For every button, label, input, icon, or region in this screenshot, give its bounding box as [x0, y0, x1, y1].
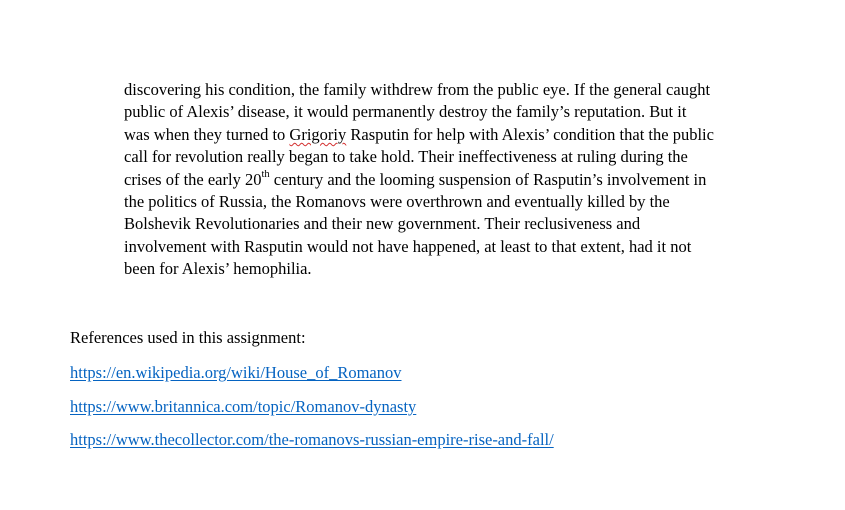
text-run: was when they turned to	[124, 124, 290, 144]
paragraph-line	[124, 169, 784, 191]
paragraph-line: call for revolution really began to take hold. Their ineffectiveness at ruling during the	[124, 147, 688, 167]
paragraph-line: Bolshevik Revolutionaries and their new government. Their reclusiveness and	[124, 214, 641, 234]
text-run: crises of the early 20	[124, 169, 262, 189]
paragraph-line: public of Alexis’ disease, it would permanently destroy the family’s reputation. But it	[124, 102, 687, 122]
body-paragraph	[124, 79, 784, 281]
paragraph-line: been for Alexis’ hemophilia.	[124, 259, 312, 279]
ordinal-superscript: th	[261, 169, 270, 181]
misspelled-word[interactable]: Grigoriy	[289, 124, 347, 144]
reference-link-thecollector[interactable]: https://www.thecollector.com/the-romanovs-russian-empire-rise-and-fall/	[70, 430, 554, 449]
reference-link-wikipedia[interactable]: https://en.wikipedia.org/wiki/House_of_Romanov	[70, 363, 402, 382]
paragraph-line: involvement with Rasputin would not have happened, at least to that extent, had it not	[124, 236, 692, 256]
text-run: century and the looming suspension of Rasputin’s involvement in	[269, 169, 707, 189]
paragraph-line	[124, 124, 784, 146]
references-heading: References used in this assignment:	[70, 328, 306, 347]
reference-link-britannica[interactable]: https://www.britannica.com/topic/Romanov-dynasty	[70, 397, 417, 416]
paragraph-line: the politics of Russia, the Romanovs were overthrown and eventually killed by the	[124, 192, 670, 212]
paragraph-line: discovering his condition, the family withdrew from the public eye. If the general caught	[124, 80, 711, 99]
text-run: Rasputin for help with Alexis’ condition that the public	[346, 124, 714, 144]
